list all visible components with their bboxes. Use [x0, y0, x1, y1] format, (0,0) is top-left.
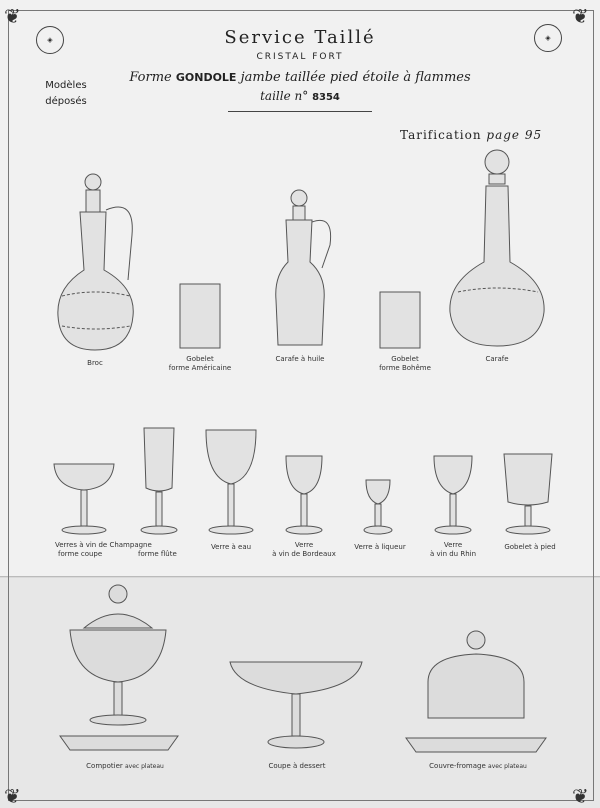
verre-eau-illustration	[206, 430, 256, 534]
taille-number: 8354	[312, 92, 340, 103]
label-couvre-fromage	[418, 762, 538, 771]
label-line1: Broc	[87, 359, 103, 367]
verre-liqueur-illustration	[364, 480, 392, 534]
label-line2: à vin de Bordeaux	[272, 550, 336, 558]
forme-name: GONDOLE	[175, 71, 237, 84]
forme-prefix: Forme	[129, 70, 172, 85]
forme-suffix: jambe taillée pied étoile à flammes	[240, 70, 471, 85]
carafe-illustration	[450, 150, 544, 346]
label-line2: forme Américaine	[168, 364, 232, 372]
catalog-sheet-bottom	[0, 578, 600, 808]
compotier-illustration	[60, 585, 178, 750]
label-line1: Carafe à huile	[275, 355, 325, 363]
label-line2: forme Bohême	[379, 364, 431, 372]
label-main: Compotier	[86, 762, 123, 770]
label-gobelet-pied: Gobelet à pied	[504, 543, 556, 551]
corner-ornament-icon: ❦	[4, 784, 21, 808]
label-coupe-dessert	[242, 762, 352, 771]
corner-ornament-icon: ❦	[572, 4, 589, 28]
label-line1: Carafe	[485, 355, 509, 363]
label-gobelet-boheme	[360, 355, 450, 373]
label-main: Coupe à dessert	[268, 762, 326, 770]
gobelet-americaine-illustration	[180, 284, 220, 348]
taille-prefix: taille n°	[260, 89, 309, 103]
page-subtitle: CRISTAL FORT	[256, 52, 344, 62]
glassware-illustrations-bottom	[0, 578, 600, 808]
label-verre-liqueur: Verre à liqueur	[354, 543, 406, 551]
couvre-fromage-illustration	[406, 631, 546, 752]
label-line1: Gobelet	[186, 355, 214, 363]
tarif-label: Tarification	[400, 128, 482, 142]
label-carafe-huile	[255, 355, 345, 364]
label-compotier	[70, 762, 180, 771]
coupe-dessert-illustration	[230, 662, 362, 748]
corner-ornament-icon: ❦	[4, 4, 21, 28]
carafe-huile-illustration	[276, 190, 331, 345]
label-gobelet-americaine	[155, 355, 245, 373]
gobelet-pied-illustration	[504, 454, 552, 534]
flute-champagne-illustration	[141, 428, 177, 534]
label-line1: Verre	[443, 541, 463, 549]
label-broc	[50, 359, 140, 368]
models-line2: déposés	[45, 96, 87, 107]
coupe-champagne-illustration	[54, 464, 114, 534]
tarif-page: page 95	[486, 128, 543, 142]
label-carafe	[452, 355, 542, 364]
label-forme-coupe: forme coupe	[58, 550, 103, 558]
label-line1: Gobelet	[391, 355, 419, 363]
label-champagne-top: Verres à vin de Champagne	[55, 541, 152, 549]
label-small: avec plateau	[125, 763, 164, 770]
label-line2: à vin du Rhin	[429, 550, 477, 558]
seal-stamp-icon: ◈	[534, 24, 562, 52]
label-main: Couvre-fromage	[429, 762, 486, 770]
corner-ornament-icon: ❦	[572, 784, 589, 808]
verre-rhin-illustration	[434, 456, 472, 534]
gobelet-boheme-illustration	[380, 292, 420, 348]
label-verre-eau: Verre à eau	[210, 543, 252, 551]
label-line1: Verre	[294, 541, 314, 549]
models-line1: Modèles	[45, 80, 87, 91]
verre-bordeaux-illustration	[286, 456, 322, 534]
label-forme-flute: forme flûte	[138, 550, 177, 558]
page-title: Service Taillé	[224, 27, 376, 48]
broc-illustration	[58, 174, 133, 350]
seal-stamp-icon: ◈	[36, 26, 64, 54]
label-small: avec plateau	[488, 763, 527, 770]
